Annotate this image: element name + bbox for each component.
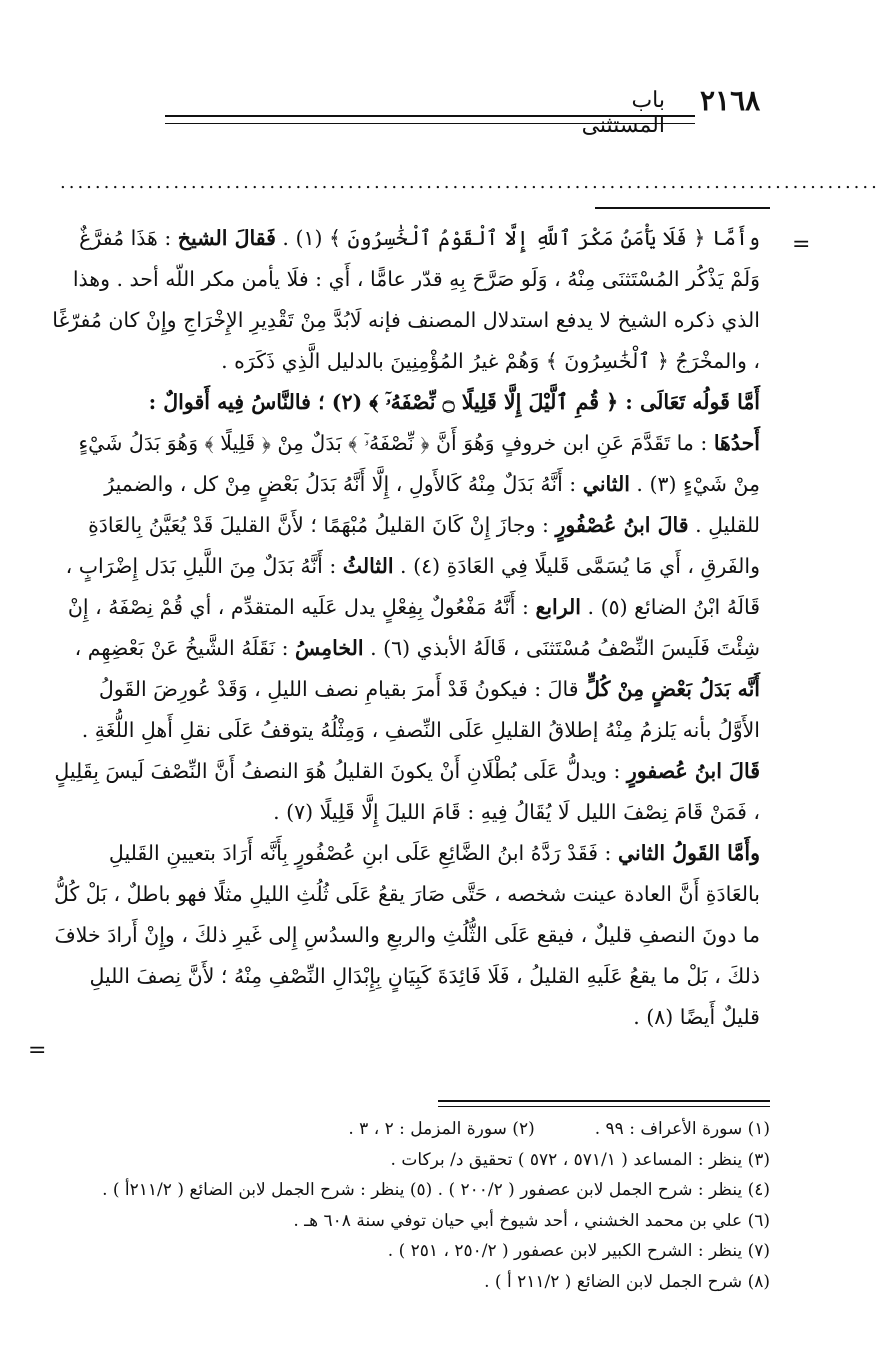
- text-run: : ما تَقَدَّمَ عَنِ ابن خروفٍ وَهُوَ أَنَّ ﴿ نِّصْفَهُۥٓ ﴾ بَدَلٌ مِنْ ﴿ قَلِيلًا ﴾ وَهُوَ بَدَلُ شَيْءٍ مِنْ شَيْءٍ (٣) .: [78, 431, 760, 496]
- page-number: ٢١٦٨: [700, 84, 761, 117]
- bold-term: أَنَّه بَدَلُ بَعْضٍ مِنْ كُلٍّ: [585, 677, 760, 701]
- bold-term: أَمَّا قَولُه تَعَالَى : ﴿ قُمِ ٱلَّيْلَ إِلَّا قَلِيلًا ۝ نِّصْفَهُۥٓ ﴾ (٢) ؛ فالنَّاسُ فِيه أَقوالٌ :: [148, 390, 760, 414]
- margin-mark-top: =: [792, 232, 811, 257]
- footnote-4-5: (٤) ينظر : شرح الجمل لابن عصفور ( ٢٠٠/٢ ) . (٥) ينظر : شرح الجمل لابن الضائع ( ٢١١/٢أ ) .: [102, 1180, 770, 1200]
- bold-term: الرابع: [535, 595, 582, 619]
- text-run: : ويدلُّ عَلَى بُطْلَانِ أَنْ يكونَ القليلُ هُوَ النصفُ أَنَّ النِّصْفَ لَيسَ بِقَلِيلٍ ، فَمَنْ قَامَ نِصْفَ الليل لَا يُقَالُ فِيهِ : قَامَ الليلَ إِلَّا قَلِيلًا (٧) .: [54, 759, 760, 824]
- bold-term: الثاني: [582, 472, 630, 496]
- text-run: : هَذَا مُفرَّغٌ وَلَمْ يَذْكُر المُسْتَثنَى مِنْهُ ، وَلَو صَرَّحَ بِهِ قدّر عامًّا ، أَي : فلَا يأمن مكر اللّه أحد . وهذا الذي ذكره الشيخ لا يدفع استدلال المصنف فإنه لَابُدَّ مِنْ تَقْدِيرِ الإِخْرَاجِ وإِنْ كان مُفرّغًا ، والمخْرَجُ ﴿ ٱلْخَٰسِرُونَ ﴾ وَهُمْ غيرُ المُؤْمِنِينَ بالدليل الَّذِي ذَكَرَه .: [52, 226, 760, 373]
- margin-mark-bottom: =: [28, 1038, 47, 1063]
- text-run: وأَمَّا ﴿ فَلَا يَأْمَنُ مَكْرَ ٱللَّهِ إِلَّا ٱلْقَوْمُ ٱلْخَٰسِرُونَ ﴾: [322, 226, 760, 250]
- text-run: : وجازَ إِنْ كَانَ القليلُ مُبْهَمًا ؛ لأَنَّ القليلَ قَدْ يُعَيَّنُ بِالعَادَةِ والفَرقِ ، أَي مَا يُسَمَّى قَليلًا فِي العَادَةِ (٤) .: [88, 513, 760, 578]
- text-run: : نَقَلَهُ الشَّيخُ عَنْ بَعْضِهِم ،: [74, 636, 296, 660]
- footnote-1: (١) سورة الأعراف : ٩٩ .: [594, 1119, 770, 1139]
- body-paragraph: [52, 423, 790, 833]
- footnote-6: (٦) علي بن محمد الخشني ، أحد شيوخ أبي حيان توفي سنة ٦٠٨ هـ .: [293, 1210, 770, 1231]
- bold-term: أَحدُهَا: [713, 431, 760, 455]
- bold-term: فَقالَ الشيخ: [177, 226, 276, 250]
- text-run: .: [275, 226, 296, 250]
- footnote-rule: [438, 1100, 770, 1102]
- footnotes: [40, 1114, 770, 1297]
- body-paragraph: [52, 218, 790, 382]
- text-run: (١): [295, 226, 323, 250]
- section-rule: [595, 207, 770, 209]
- body-paragraph: [52, 833, 790, 1038]
- text-run: : فَقَدْ رَدَّهُ ابنُ الضَّائِعِ عَلَى ابنِ عُصْفُورٍ بِأَنَّه أَرَادَ بتعيينِ القَليلِ بالعَادَةِ أَنَّ العادة عينت شخصه ، حَتَّى صَارَ يقعُ عَلَى ثُلُثِ الليلِ مثلًا فهو باطلٌ ، بَلْ كُلُّ ما دونَ النصفِ قليلٌ ، فيقع عَلَى الثُّلُثِ والربعِ والسدُسِ إِلى غَيرِ ذلكَ ، وإِنْ أَرادَ خلافَ ذلكَ ، بَلْ ما يقعُ عَلَيهِ القليلُ ، فَلَا فَائِدَةَ كَبِيَانٍ بِإِبْدَالِ النِّصْفِ مِنْهُ ؛ لأَنَّ نِصفَ الليلِ قليلٌ أَيضًا (٨) .: [53, 841, 760, 1029]
- footnote-7: (٧) ينظر : الشرح الكبير لابن عصفور ( ٢٥٠/٢ ، ٢٥١ ) .: [387, 1241, 770, 1261]
- text-run: : أَنَّهُ بَدَلٌ مِنَ اللَّيلِ بَدَل إِضْرَابٍ ، قَالَهُ ابْنُ الضائع (٥) .: [65, 554, 760, 619]
- body-paragraph: [52, 382, 790, 423]
- footnote-2: (٢) سورة المزمل : ٢ ، ٣ .: [348, 1119, 535, 1139]
- text-run: : أَنَّهُ مَفْعُولٌ بِفِعْلٍ يدل عَلَيه المتقدِّم ، أي قُمْ نِصْفَهُ ، إِنْ شِئْتَ فَلَيسَ النِّصْفُ مُسْتَثنَى ، قَالَهُ الأبذي (٦) .: [67, 595, 760, 660]
- bold-term: الثالثُ: [342, 554, 394, 578]
- header-double-rule: [165, 115, 695, 124]
- text-run: قالَ : فيكونُ قَدْ أَمرَ بقيامِ نصف الليلِ ، وَقَدْ عُورِضَ القَولُ الأَوَّلُ بأنه يَلزمُ مِنْهُ إطلاقُ القليلِ عَلَى النِّصفِ ، وَمِثْلُهُ يتوقفُ عَلَى نقلِ أَهلِ اللُّغَةِ .: [81, 677, 760, 742]
- bold-term: الخامِسُ: [295, 636, 364, 660]
- bold-term: قَالَ ابنُ عُصفورٍ: [626, 759, 760, 783]
- bold-term: قالَ ابنُ عُصْفُورٍ: [555, 513, 689, 537]
- bold-term: وأَمَّا القَولُ الثاني: [617, 841, 760, 865]
- main-text: [52, 218, 790, 1038]
- page-header-title: باب المستثنى: [581, 88, 665, 138]
- footnote-rule-thin: [438, 1106, 770, 1107]
- footnote-3: (٣) ينظر : المساعد ( ٥٧١/١ ، ٥٧٢ ) تحقيق د/ بركات .: [390, 1149, 770, 1170]
- footnote-8: (٨) شرح الجمل لابن الضائع ( ٢١١/٢ أ ) .: [484, 1271, 770, 1292]
- text-run: : أَنَّهُ بَدَلٌ مِنْهُ كَالأَولِ ، إِلَّا أَنَّهُ بَدَلُ بَعْضٍ مِنْ كل ، والضميرُ للقليلِ .: [104, 472, 760, 537]
- dotted-separator: ..............................................................................................: [60, 172, 880, 193]
- footnote-row: [40, 1114, 770, 1145]
